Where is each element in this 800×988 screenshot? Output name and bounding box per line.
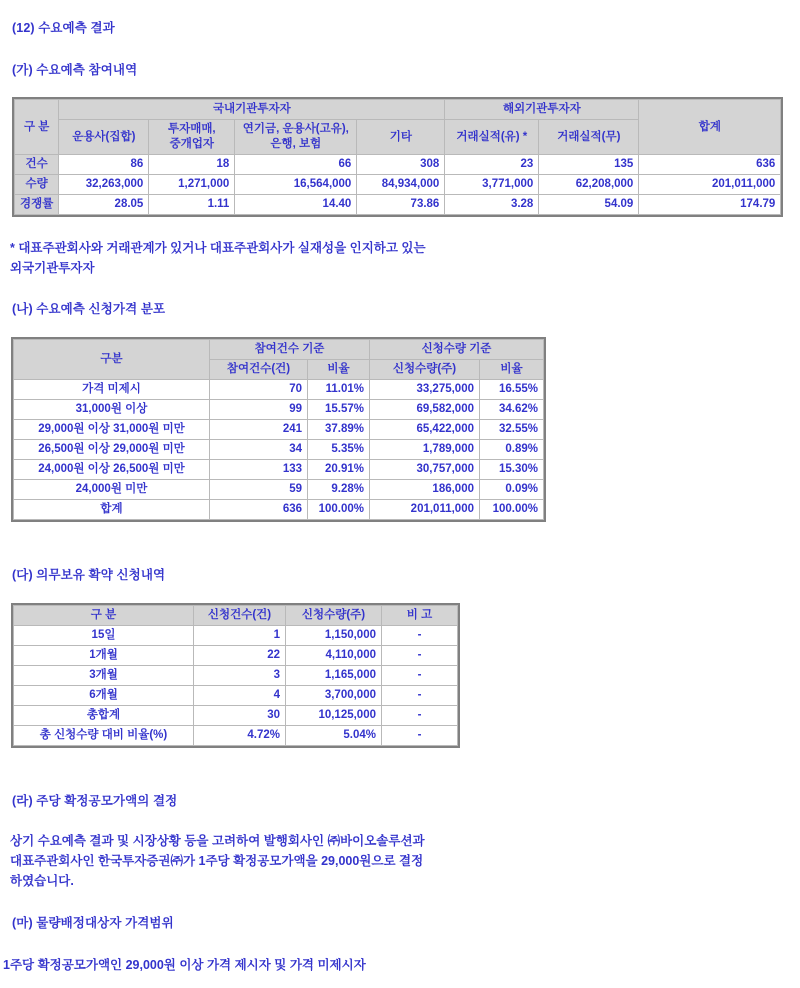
- cell-quantity-ratio: 100.00%: [480, 500, 544, 520]
- cell-quantity: 69,582,000: [370, 400, 480, 420]
- cell-quantity: 30,757,000: [370, 460, 480, 480]
- cell-count: 34: [210, 440, 308, 460]
- cell-remark: -: [382, 646, 458, 666]
- cell-remark: -: [382, 626, 458, 646]
- section-d-title: (라) 주당 확정공모가액의 결정: [12, 794, 178, 808]
- cell-count: 30: [194, 706, 286, 726]
- page-title: (12) 수요예측 결과: [12, 21, 115, 35]
- table-header-row-group: [15, 100, 781, 120]
- cell-count-ratio: 11.01%: [308, 380, 370, 400]
- cell-count-ratio: 9.28%: [308, 480, 370, 500]
- row-label: 3개월: [14, 666, 194, 686]
- cell-quantity-ratio: 15.30%: [480, 460, 544, 480]
- cell-remark: -: [382, 666, 458, 686]
- table-row-total: [14, 500, 544, 520]
- cell-count-ratio: 5.35%: [308, 440, 370, 460]
- row-label: 6개월: [14, 686, 194, 706]
- header-pension-bank-insurance: [235, 120, 357, 155]
- header-quantity-ratio: 비율: [480, 360, 544, 380]
- row-label: 15일: [14, 626, 194, 646]
- demand-forecast-participation-table: [14, 99, 781, 215]
- row-label-ratio: 총 신청수량 대비 비율(%): [14, 726, 194, 746]
- row-label: 1개월: [14, 646, 194, 666]
- section-d-body-line-2: 대표주관회사인 한국투자증권㈜가 1주당 확정공모가액을 29,000원으로 결정: [10, 854, 424, 868]
- cell-count: 4: [194, 686, 286, 706]
- table-row: [14, 646, 458, 666]
- row-label-count: 건수: [15, 155, 59, 175]
- table-row: [14, 686, 458, 706]
- row-label: 26,500원 이상 29,000원 미만: [14, 440, 210, 460]
- header-dealer-broker: [149, 120, 235, 155]
- cell-quantity: 1,150,000: [286, 626, 382, 646]
- header-line: 기타: [389, 130, 412, 143]
- cell-count: 1: [194, 626, 286, 646]
- row-label: 가격 미제시: [14, 380, 210, 400]
- table-row: [14, 480, 544, 500]
- header-line: 은행, 보험: [270, 138, 322, 150]
- cell: 174.79: [639, 195, 781, 215]
- cell-count-ratio: 100.00%: [308, 500, 370, 520]
- cell: 135: [539, 155, 639, 175]
- table-row: [14, 440, 544, 460]
- cell-count: 22: [194, 646, 286, 666]
- table-row: [14, 400, 544, 420]
- header-other: [357, 120, 445, 155]
- cell-count: 70: [210, 380, 308, 400]
- cell-quantity: 1,165,000: [286, 666, 382, 686]
- cell-count-ratio: 37.89%: [308, 420, 370, 440]
- footnote-line-1: * 대표주관회사와 거래관계가 있거나 대표주관회사가 실재성을 인지하고 있는: [10, 241, 426, 255]
- cell-count: 3: [194, 666, 286, 686]
- table-header-row-group: [14, 340, 544, 360]
- section-a-title: (가) 수요예측 참여내역: [12, 63, 138, 77]
- header-quantity: 신청수량(주): [286, 606, 382, 626]
- cell: 66: [235, 155, 357, 175]
- price-distribution-table: [13, 339, 544, 520]
- cell-quantity: 4,110,000: [286, 646, 382, 666]
- row-label: 24,000원 이상 26,500원 미만: [14, 460, 210, 480]
- row-label: 31,000원 이상: [14, 400, 210, 420]
- header-line: 운용사(집합): [72, 130, 136, 143]
- section-d-body-line-3: 하였습니다.: [10, 874, 74, 888]
- cell-remark: -: [382, 706, 458, 726]
- header-without-trade-record: [539, 120, 639, 155]
- cell: 3,771,000: [445, 175, 539, 195]
- table-row: [14, 380, 544, 400]
- cell-count: 4.72%: [194, 726, 286, 746]
- section-e-title: (마) 물량배정대상자 가격범위: [12, 916, 174, 930]
- cell-quantity: 186,000: [370, 480, 480, 500]
- cell: 62,208,000: [539, 175, 639, 195]
- header-gubun: 구분: [14, 340, 210, 380]
- table-row: [14, 626, 458, 646]
- cell: 73.86: [357, 195, 445, 215]
- table-header-row: [14, 606, 458, 626]
- cell-count: 241: [210, 420, 308, 440]
- cell-count-ratio: 15.57%: [308, 400, 370, 420]
- demand-forecast-participation-table-wrap: [12, 97, 783, 217]
- row-label-competition-rate: 경쟁률: [15, 195, 59, 215]
- header-line: 거래실적(무): [557, 130, 621, 143]
- cell: 1,271,000: [149, 175, 235, 195]
- cell-remark: -: [382, 726, 458, 746]
- table-row: [15, 175, 781, 195]
- cell-quantity: 33,275,000: [370, 380, 480, 400]
- row-label: 24,000원 미만: [14, 480, 210, 500]
- cell: 3.28: [445, 195, 539, 215]
- cell: 86: [59, 155, 149, 175]
- header-by-count: 참여건수 기준: [210, 340, 370, 360]
- cell-quantity-ratio: 0.09%: [480, 480, 544, 500]
- cell: 201,011,000: [639, 175, 781, 195]
- table-row: [14, 460, 544, 480]
- table-row: [14, 666, 458, 686]
- section-c-title: (다) 의무보유 확약 신청내역: [12, 568, 166, 582]
- header-line: 투자매매,: [168, 123, 216, 135]
- header-by-quantity: 신청수량 기준: [370, 340, 544, 360]
- cell-quantity-ratio: 32.55%: [480, 420, 544, 440]
- table-row: [14, 420, 544, 440]
- section-d-body-line-1: 상기 수요예측 결과 및 시장상황 등을 고려하여 발행회사인 ㈜바이오솔루션과: [10, 834, 425, 848]
- table-row-ratio: [14, 726, 458, 746]
- section-b-title: (나) 수요예측 신청가격 분포: [12, 302, 166, 316]
- header-count-ratio: 비율: [308, 360, 370, 380]
- header-with-trade-record: [445, 120, 539, 155]
- header-gubun: 구 분: [14, 606, 194, 626]
- cell-count: 59: [210, 480, 308, 500]
- price-distribution-table-wrap: [11, 337, 546, 522]
- cell: 32,263,000: [59, 175, 149, 195]
- cell-remark: -: [382, 686, 458, 706]
- row-label: 29,000원 이상 31,000원 미만: [14, 420, 210, 440]
- table-row-total: [14, 706, 458, 726]
- cell: 28.05: [59, 195, 149, 215]
- table-row: [15, 155, 781, 175]
- cell-count: 99: [210, 400, 308, 420]
- table-row: [15, 195, 781, 215]
- header-foreign-institutional: 해외기관투자자: [445, 100, 639, 120]
- cell-quantity-ratio: 0.89%: [480, 440, 544, 460]
- lockup-commitment-table: [13, 605, 458, 746]
- cell-quantity-ratio: 16.55%: [480, 380, 544, 400]
- row-label-total: 총합계: [14, 706, 194, 726]
- header-count: 신청건수(건): [194, 606, 286, 626]
- section-e-body-line-1: 1주당 확정공모가액인 29,000원 이상 가격 제시자 및 가격 미제시자: [3, 958, 366, 972]
- cell-quantity: 201,011,000: [370, 500, 480, 520]
- lockup-commitment-table-wrap: [11, 603, 460, 748]
- cell-quantity: 10,125,000: [286, 706, 382, 726]
- row-label-total: 합계: [14, 500, 210, 520]
- cell-quantity: 5.04%: [286, 726, 382, 746]
- header-remark: 비 고: [382, 606, 458, 626]
- cell-quantity: 65,422,000: [370, 420, 480, 440]
- row-label-quantity: 수량: [15, 175, 59, 195]
- cell-count-ratio: 20.91%: [308, 460, 370, 480]
- header-line: 연기금, 운용사(고유),: [242, 123, 349, 135]
- footnote-line-2: 외국기관투자자: [10, 261, 95, 275]
- header-quantity: 신청수량(주): [370, 360, 480, 380]
- cell: 84,934,000: [357, 175, 445, 195]
- header-total: 합계: [639, 100, 781, 155]
- header-line: 중개업자: [169, 138, 215, 150]
- header-line: 거래실적(유) *: [456, 130, 528, 143]
- header-gubun: 구 분: [15, 100, 59, 155]
- cell: 18: [149, 155, 235, 175]
- header-domestic-institutional: 국내기관투자자: [59, 100, 445, 120]
- cell: 1.11: [149, 195, 235, 215]
- cell: 16,564,000: [235, 175, 357, 195]
- cell-quantity: 1,789,000: [370, 440, 480, 460]
- cell-count: 636: [210, 500, 308, 520]
- cell: 308: [357, 155, 445, 175]
- cell: 14.40: [235, 195, 357, 215]
- header-count: 참여건수(건): [210, 360, 308, 380]
- cell-quantity: 3,700,000: [286, 686, 382, 706]
- header-asset-mgmt-pooled: [59, 120, 149, 155]
- cell: 636: [639, 155, 781, 175]
- cell-count: 133: [210, 460, 308, 480]
- cell: 23: [445, 155, 539, 175]
- cell: 54.09: [539, 195, 639, 215]
- cell-quantity-ratio: 34.62%: [480, 400, 544, 420]
